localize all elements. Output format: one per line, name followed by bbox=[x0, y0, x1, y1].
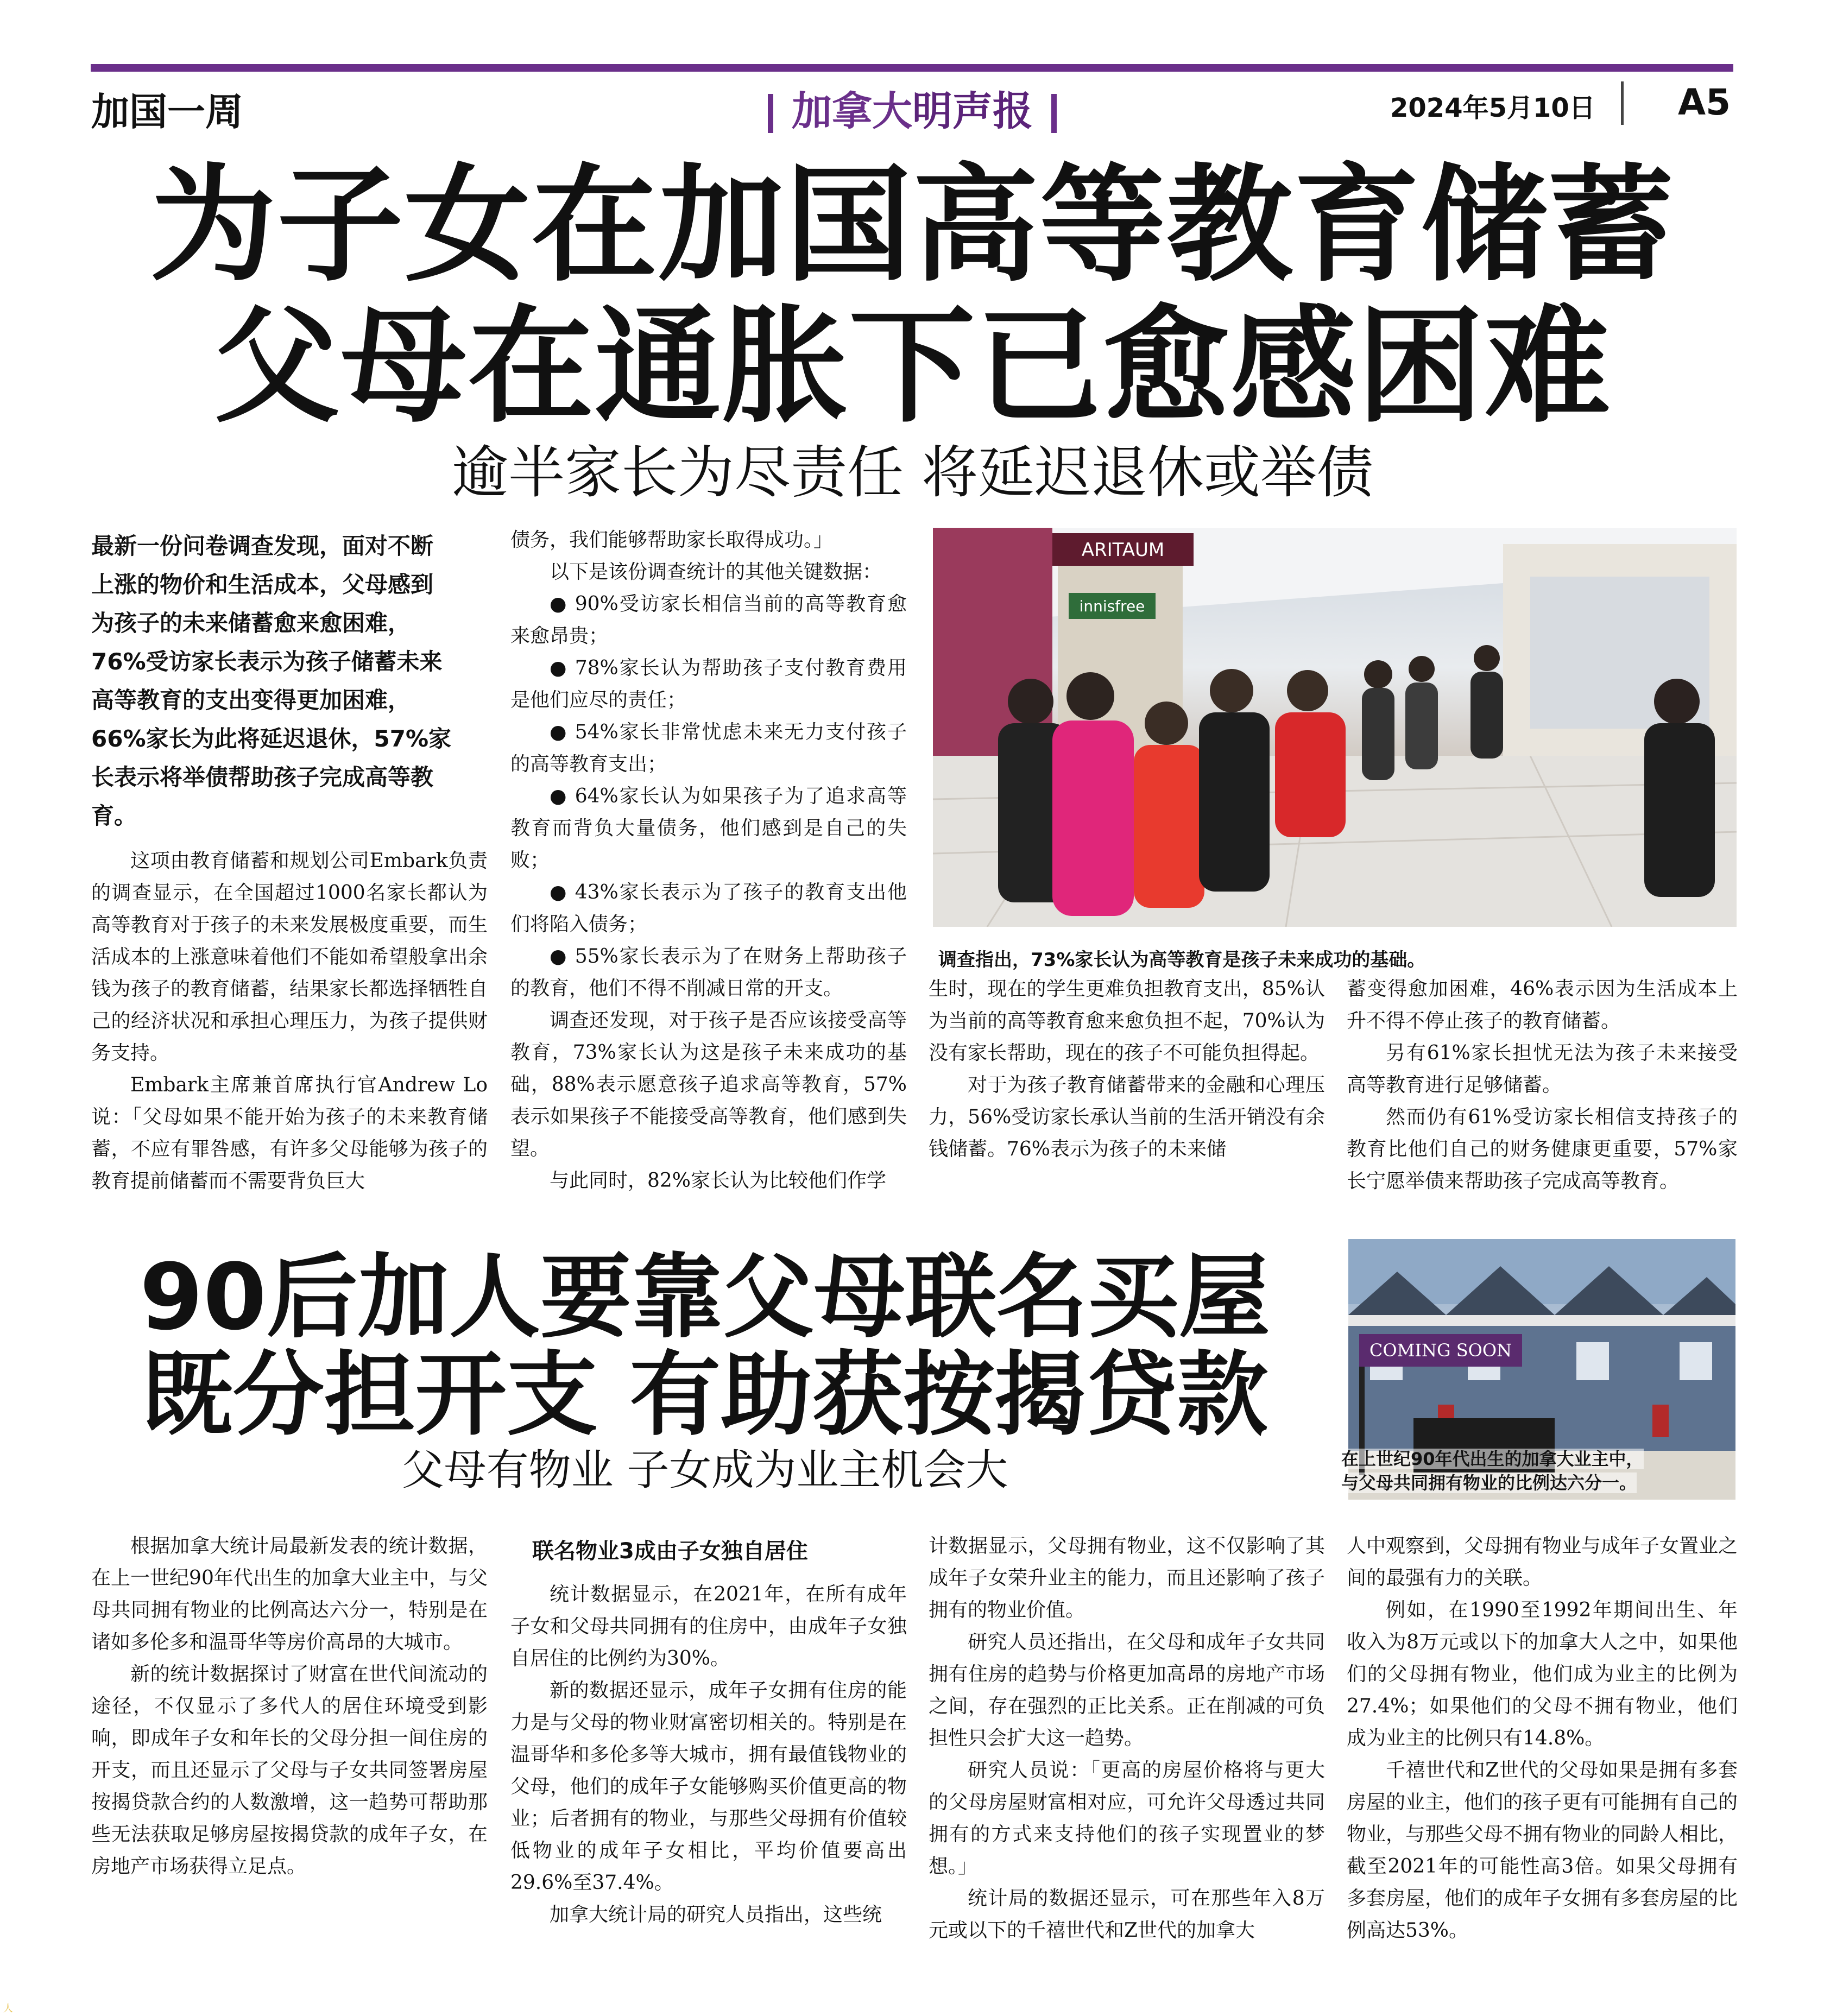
bullet-item: ● 55%家长表示为了在财务上帮助孩子的教育，他们不得不削减日常的开支。 bbox=[510, 945, 907, 1000]
article1-column1 bbox=[91, 527, 488, 1197]
paragraph: 另有61%家长担忧无法为孩子未来接受高等教育进行足够储蓄。 bbox=[1347, 1042, 1738, 1096]
brand-bar-left bbox=[768, 94, 773, 133]
paragraph: 与此同时，82%家长认为比较他们作学 bbox=[550, 1170, 887, 1192]
photo2-caption-line1: 在上世纪90年代出生的加拿大业主中， bbox=[1341, 1449, 1644, 1469]
lead-line: 76%受访家长表示为孩子储蓄未来 bbox=[91, 648, 443, 675]
article2-headline-line2: 既分担开支 有助获按揭贷款 bbox=[141, 1342, 1268, 1448]
newspaper-brand bbox=[739, 79, 1086, 137]
masthead-divider bbox=[1621, 81, 1624, 125]
bullet-item: ● 78%家长认为帮助孩子支付教育费用是他们应尽的责任； bbox=[510, 657, 907, 711]
paragraph: 调查还发现，对于孩子是否应该接受高等教育，73%家长认为这是孩子未来成功的基础，88%表示愿意孩子追求高等教育，57%表示如果孩子不能接受高等教育，他们感到失望。 bbox=[510, 1009, 907, 1160]
article2-subheadline: 父母有物业 子女成为业主机会大 bbox=[401, 1446, 1008, 1495]
brand-prefix: 加拿大 bbox=[792, 88, 912, 135]
paragraph: 计数据显示，父母拥有物业，这不仅影响了其成年子女荣升业主的能力，而且还影响了孩子拥有的物业价值。 bbox=[929, 1535, 1325, 1621]
bullet-item: ● 64%家长认为如果孩子为了追求高等教育而背负大量债务，他们感到是自己的失败； bbox=[510, 785, 907, 871]
paragraph: 新的数据还显示，成年子女拥有住房的能力是与父母的物业财富密切相关的。特别是在温哥华和多伦多等大城市，拥有最值钱物业的父母，他们的成年子女能够购买价值更高的物业；后者拥有的物业，与那些父母拥有价值较低物业的成年子女相比，平均价值要高出29.6%至37.4%。 bbox=[510, 1679, 907, 1894]
article1-column4 bbox=[1347, 973, 1738, 1197]
bullet-item: ● 90%受访家长相信当前的高等教育愈来愈昂贵； bbox=[510, 593, 907, 647]
photo1-caption: 调查指出，73%家长认为高等教育是孩子未来成功的基础。 bbox=[938, 949, 1426, 971]
lead-line: 最新一份问卷调查发现，面对不断 bbox=[91, 533, 434, 559]
paragraph: 新的统计数据探讨了财富在世代间流动的途径，不仅显示了多代人的居住环境受到影响，即成年子女和年长的父母分担一间住房的开支，而且还显示了父母与子女共同签署房屋按揭贷款合约的人数激增，这一趋势可帮助那些无法获取足够房屋按揭贷款的成年子女，在房地产市场获得立足点。 bbox=[91, 1663, 488, 1878]
article2-headline-line1: 90后加人要靠父母联名买屋 bbox=[140, 1244, 1270, 1350]
article1-column2 bbox=[510, 524, 907, 1197]
paragraph: 研究人员还指出，在父母和成年子女共同拥有住房的趋势与价格更加高昂的房地产市场之间，存在强烈的正比关系。正在削减的可负担性只会扩大这一趋势。 bbox=[929, 1631, 1325, 1749]
lead-line: 上涨的物价和生活成本，父母感到 bbox=[91, 571, 434, 598]
bullet-item: ● 54%家长非常忧虑未来无力支付孩子的高等教育支出； bbox=[510, 721, 907, 775]
shop-sign-innisfree: innisfree bbox=[1079, 597, 1145, 615]
page-number: A5 bbox=[1678, 81, 1731, 123]
brand-name: 明声报 bbox=[912, 88, 1033, 135]
article1-headline-line1: 为子女在加国高等教育储蓄 bbox=[150, 152, 1675, 299]
masthead-rule bbox=[91, 64, 1733, 72]
article1-column3 bbox=[929, 973, 1325, 1165]
paragraph: 研究人员说：「更高的房屋价格将与更大的父母房屋财富相对应，可允许父母透过共同拥有的方式来支持他们的孩子实现置业的梦想。」 bbox=[929, 1759, 1325, 1878]
paragraph: 债务，我们能够帮助家长取得成功。」 bbox=[510, 529, 834, 551]
paragraph: 这项由教育储蓄和规划公司Embark负责的调查显示，在全国超过1000名家长都认为高等教育对于孩子的未来发展极度重要，而生活成本的上涨意味着他们不能如希望般拿出余钱为孩子的教育储蓄，结果家长都选择牺牲自己的经济状况和承担心理压力，为孩子提供财务支持。 bbox=[91, 850, 488, 1064]
paragraph: 加拿大统计局的研究人员指出，这些统 bbox=[550, 1904, 882, 1926]
paragraph: 以下是该份调查统计的其他关键数据： bbox=[550, 561, 882, 583]
photo2-caption bbox=[1341, 1447, 1738, 1495]
paragraph: 根据加拿大统计局最新发表的统计数据，在上一世纪90年代出生的加拿大业主中，与父母共同拥有物业的比例高达六分一，特别是在诸如多伦多和温哥华等房价高昂的大城市。 bbox=[91, 1535, 488, 1653]
paragraph: 例如，在1990至1992年期间出生、年收入为8万元或以下的加拿大人之中，如果他们的父母拥有物业，他们成为业主的比例为27.4%；如果他们的父母不拥有物业，他们成为业主的比例只有14.8%。 bbox=[1347, 1599, 1738, 1749]
paragraph: Embark主席兼首席执行官Andrew Lo说：「父母如果不能开始为孩子的未来教育储蓄，不应有罪咎感，有许多父母能够为孩子的教育提前储蓄而不需要背负巨大 bbox=[91, 1074, 488, 1192]
coming-soon-sign: COMING SOON bbox=[1369, 1340, 1512, 1361]
article1-lead bbox=[91, 527, 488, 835]
shop-sign-aritaum: ARITAUM bbox=[1081, 539, 1165, 561]
article2-subhead: 联名物业3成由子女独自居住 bbox=[532, 1539, 808, 1564]
mall-scene-illustration bbox=[933, 528, 1737, 927]
article1-headline-line2: 父母在通胀下已愈感困难 bbox=[213, 293, 1612, 440]
paragraph: 人中观察到，父母拥有物业与成年子女置业之间的最强有力的关联。 bbox=[1347, 1535, 1738, 1589]
paragraph: 生时，现在的学生更难负担教育支出，85%认为当前的高等教育愈来愈负担不起，70%认为没有家长帮助，现在的孩子不可能负担得起。 bbox=[929, 978, 1325, 1064]
paragraph: 千禧世代和Z世代的父母如果是拥有多套房屋的业主，他们的孩子更有可能拥有自己的物业，与那些父母不拥有物业的同龄人相比，截至2021年的可能性高3倍。如果父母拥有多套房屋，他们的成年子女拥有多套房屋的比例高达53%。 bbox=[1347, 1759, 1738, 1942]
article2-column1 bbox=[91, 1530, 488, 1882]
lead-line: 66%家长为此将延迟退休，57%家 bbox=[91, 725, 452, 752]
lead-line: 高等教育的支出变得更加困难， bbox=[91, 687, 411, 713]
paragraph: 蓄变得愈加困难，46%表示因为生活成本上升不得不停止孩子的教育储蓄。 bbox=[1347, 978, 1738, 1032]
bullet-item: ● 43%家长表示为了孩子的教育支出他们将陷入债务； bbox=[510, 881, 907, 936]
article2-column4 bbox=[1347, 1530, 1738, 1947]
lead-line: 长表示将举债帮助孩子完成高等教 bbox=[91, 764, 434, 791]
corner-mark: 人 bbox=[3, 2003, 13, 2014]
lead-line: 为孩子的未来储蓄愈来愈困难， bbox=[91, 610, 411, 636]
paragraph: 统计局的数据还显示，可在那些年入8万元或以下的千禧世代和Z世代的加拿大 bbox=[929, 1887, 1325, 1942]
paragraph: 对于为孩子教育储蓄带来的金融和心理压力，56%受访家长承认当前的生活开销没有余钱储蓄。76%表示为孩子的未来储 bbox=[929, 1074, 1325, 1160]
issue-date: 2024年5月10日 bbox=[1390, 93, 1595, 123]
paragraph: 然而仍有61%受访家长相信支持孩子的教育比他们自己的财务健康更重要，57%家长宁愿举债来帮助孩子完成高等教育。 bbox=[1347, 1106, 1738, 1192]
article2-column3 bbox=[929, 1530, 1325, 1947]
article1-subheadline: 逾半家长为尽责任 将延迟退休或举债 bbox=[451, 439, 1374, 505]
brand-bar-right bbox=[1051, 94, 1057, 133]
article2-column2 bbox=[510, 1530, 907, 1931]
photo2-caption-line2: 与父母共同拥有物业的比例达六分一。 bbox=[1341, 1472, 1637, 1493]
mall-crowd-photo bbox=[933, 528, 1737, 927]
paragraph: 统计数据显示，在2021年，在所有成年子女和父母共同拥有的住房中，由成年子女独自居住的比例约为30%。 bbox=[510, 1583, 907, 1670]
section-name: 加国一周 bbox=[91, 89, 243, 134]
lead-line: 育。 bbox=[91, 802, 137, 829]
